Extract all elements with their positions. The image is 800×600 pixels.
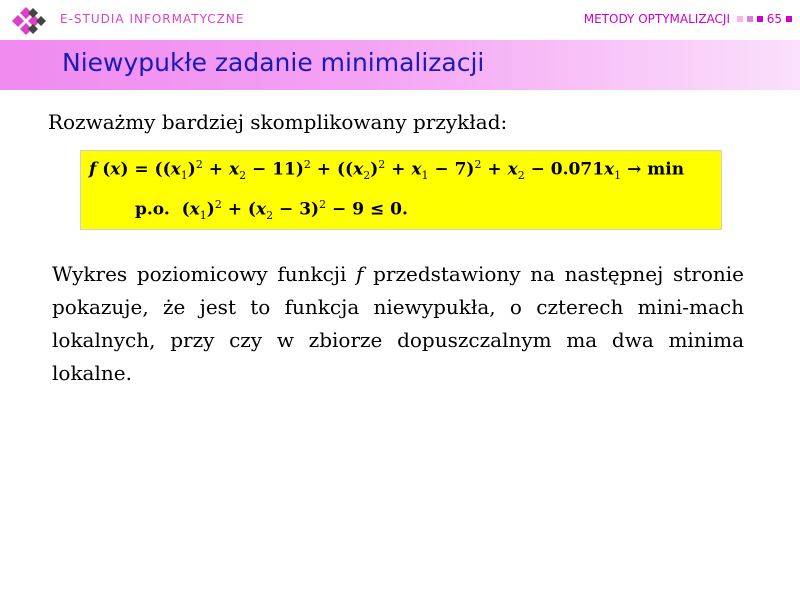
- intro-text: Rozważmy bardziej skomplikowany przykład:: [48, 110, 508, 134]
- square-bullet-icon: [737, 16, 743, 22]
- constant-7: 7: [454, 159, 467, 180]
- square-bullet-icon: [757, 16, 763, 22]
- constraint-label: p.o.: [135, 199, 170, 220]
- square-bullet-icon: [786, 16, 792, 22]
- page-indicator: [737, 12, 792, 26]
- page-number: 65: [766, 12, 782, 26]
- constant-3: 3: [299, 199, 312, 220]
- arrow-right-icon: →: [627, 159, 642, 180]
- diamond-lattice-logo-icon: [8, 4, 50, 38]
- square-bullet-icon: [747, 16, 753, 22]
- slide-title: Niewypukłe zadanie minimalizacji: [62, 48, 485, 77]
- constraint: p.o. $(x_1)^2 + (x_2 - 3)^2 - 9 \le 0$.: [135, 198, 408, 223]
- constant-11: 11: [272, 159, 296, 180]
- formula-box: [80, 150, 722, 230]
- coefficient: 0.071: [550, 159, 605, 180]
- description-paragraph: Wykres poziomicowy funkcji f przedstawiony na następnej stronie pokazuje, że jest to funkcja niewypukła, o czterech mini-mach lokalnych, przy czy w zbiorze dopuszczalnym ma dwa minima lokalne.: [52, 262, 744, 385]
- course-title: METODY OPTYMALIZACJI: [583, 12, 730, 26]
- objective-function: f $(x) = ((x_1)^2 + x_2 - 11)^2 + ((x_2)^2 + x_1 - 7)^2 + x_2 - 0.071x_1 \to \min$: [89, 158, 685, 183]
- constant-9: 9: [352, 199, 365, 220]
- goal-label: min: [647, 159, 685, 180]
- brand-name: E-STUDIA INFORMATYCZNE: [60, 12, 245, 26]
